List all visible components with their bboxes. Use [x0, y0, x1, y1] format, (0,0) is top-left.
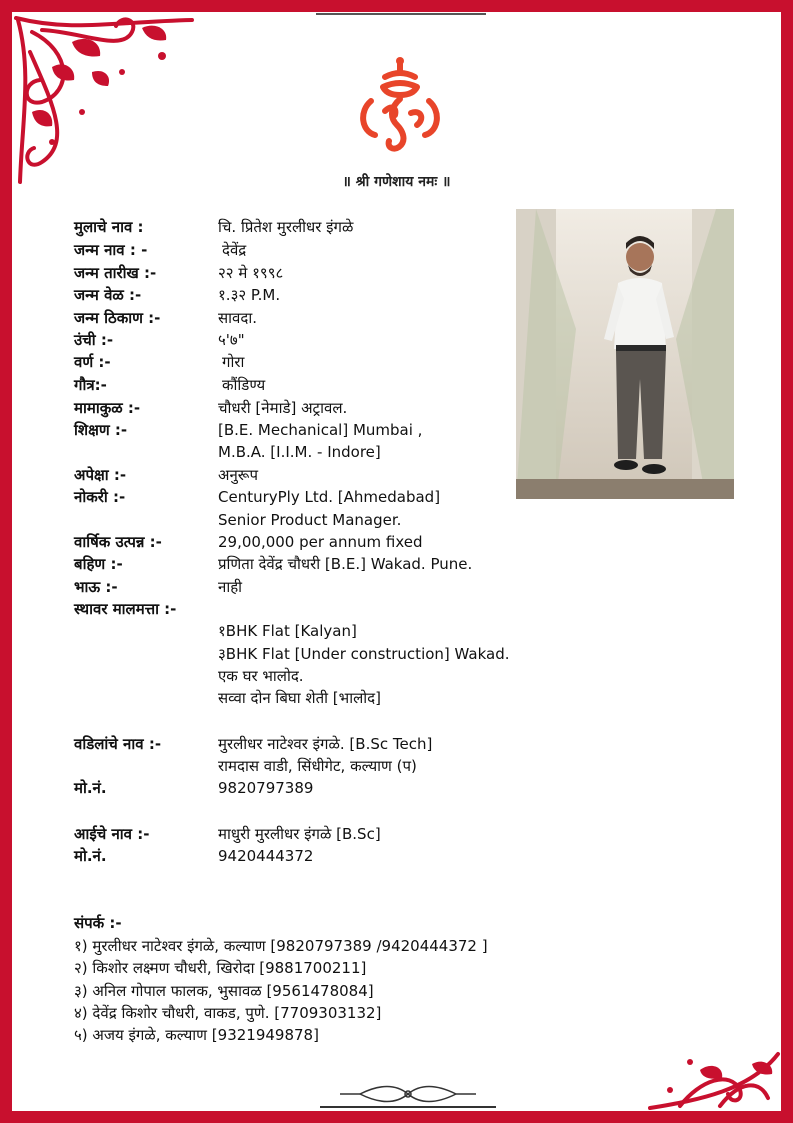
property-item: एक घर भालोद. — [218, 667, 304, 685]
detail-value: Senior Product Manager. — [218, 511, 402, 529]
floral-corner-top-left-icon — [12, 12, 197, 187]
detail-value: नाही — [218, 578, 243, 596]
detail-label: गौत्र:- — [74, 376, 107, 394]
detail-value: चि. प्रितेश मुरलीधर इंगळे — [218, 218, 354, 236]
property-item: ३BHK Flat [Under construction] Wakad. — [218, 645, 510, 663]
detail-label: वर्ण :- — [74, 353, 111, 371]
detail-label: मामाकुळ :- — [74, 399, 141, 417]
mother-phone: 9420444372 — [218, 847, 314, 865]
ganesha-emblem-icon — [355, 55, 445, 155]
detail-value: २२ मे १९९८ — [218, 264, 284, 282]
detail-label: जन्म ठिकाण :- — [74, 309, 161, 327]
father-name: मुरलीधर नाटेश्वर इंगळे. [B.Sc Tech] — [218, 735, 433, 753]
detail-value: ५'७" — [218, 331, 245, 349]
detail-value: अनुरूप — [218, 466, 258, 484]
property-item: सव्वा दोन बिघा शेती [भालोद] — [218, 689, 381, 707]
contact-item: ४) देवेंद्र किशोर चौधरी, वाकड, पुणे. [7709303132] — [74, 1004, 382, 1022]
contact-item: १) मुरलीधर नाटेश्वर इंगळे, कल्याण [9820797389 /9420444372 ] — [74, 937, 488, 955]
property-item: १BHK Flat [Kalyan] — [218, 622, 357, 640]
father-phone: 9820797389 — [218, 779, 314, 797]
detail-value: १.३२ P.M. — [218, 286, 281, 304]
detail-label: वार्षिक उत्पन्न :- — [74, 533, 162, 551]
mother-phone-label: मो.नं. — [74, 847, 107, 865]
father-address: रामदास वाडी, सिंधीगेट, कल्याण (प) — [218, 757, 417, 775]
detail-value: प्रणिता देवेंद्र चौधरी [B.E.] Wakad. Pune. — [218, 555, 473, 573]
detail-value: गोरा — [222, 353, 245, 371]
detail-label: जन्म तारीख :- — [74, 264, 157, 282]
floral-corner-bottom-right-icon — [640, 1050, 781, 1111]
detail-label: जन्म नाव : - — [74, 241, 148, 259]
detail-label: स्थावर मालमत्ता :- — [74, 600, 177, 618]
detail-value: देवेंद्र — [222, 241, 247, 259]
mother-name: माधुरी मुरलीधर इंगळे [B.Sc] — [218, 825, 381, 843]
detail-label: बहिण :- — [74, 555, 123, 573]
detail-value: CenturyPly Ltd. [Ahmedabad] — [218, 488, 441, 506]
detail-label: शिक्षण :- — [74, 421, 128, 439]
father-label: वडिलांचे नाव :- — [74, 735, 162, 753]
detail-label: जन्म वेळ :- — [74, 286, 142, 304]
detail-label: अपेक्षा :- — [74, 466, 127, 484]
top-divider-icon — [316, 12, 486, 18]
contact-item: ३) अनिल गोपाल फालक, भुसावळ [9561478084] — [74, 982, 374, 1000]
detail-value: कौंडिण्य — [222, 376, 266, 394]
contact-item: २) किशोर लक्ष्मण चौधरी, खिरोदा [9881700211] — [74, 959, 367, 977]
detail-value: चौधरी [नेमाडे] अट्रावल. — [218, 399, 348, 417]
detail-value: 29,00,000 per annum fixed — [218, 533, 423, 551]
profile-photo-illustration — [516, 209, 734, 499]
contact-item: ५) अजय इंगळे, कल्याण [9321949878] — [74, 1026, 319, 1044]
invocation-heading: ॥ श्री गणेशाय नमः ॥ — [342, 174, 451, 190]
mother-label: आईचे नाव :- — [74, 825, 150, 843]
bottom-ornament-icon — [320, 1082, 496, 1110]
profile-photo — [516, 209, 734, 499]
detail-label: भाऊ :- — [74, 578, 118, 596]
father-phone-label: मो.नं. — [74, 779, 107, 797]
contacts-heading: संपर्क :- — [74, 914, 122, 932]
detail-value: M.B.A. [I.I.M. - Indore] — [218, 443, 381, 461]
detail-label: उंची :- — [74, 331, 114, 349]
detail-value: [B.E. Mechanical] Mumbai , — [218, 421, 423, 439]
detail-label: नोकरी :- — [74, 488, 126, 506]
detail-label: मुलाचे नाव : — [74, 218, 144, 236]
detail-value: सावदा. — [218, 309, 257, 327]
